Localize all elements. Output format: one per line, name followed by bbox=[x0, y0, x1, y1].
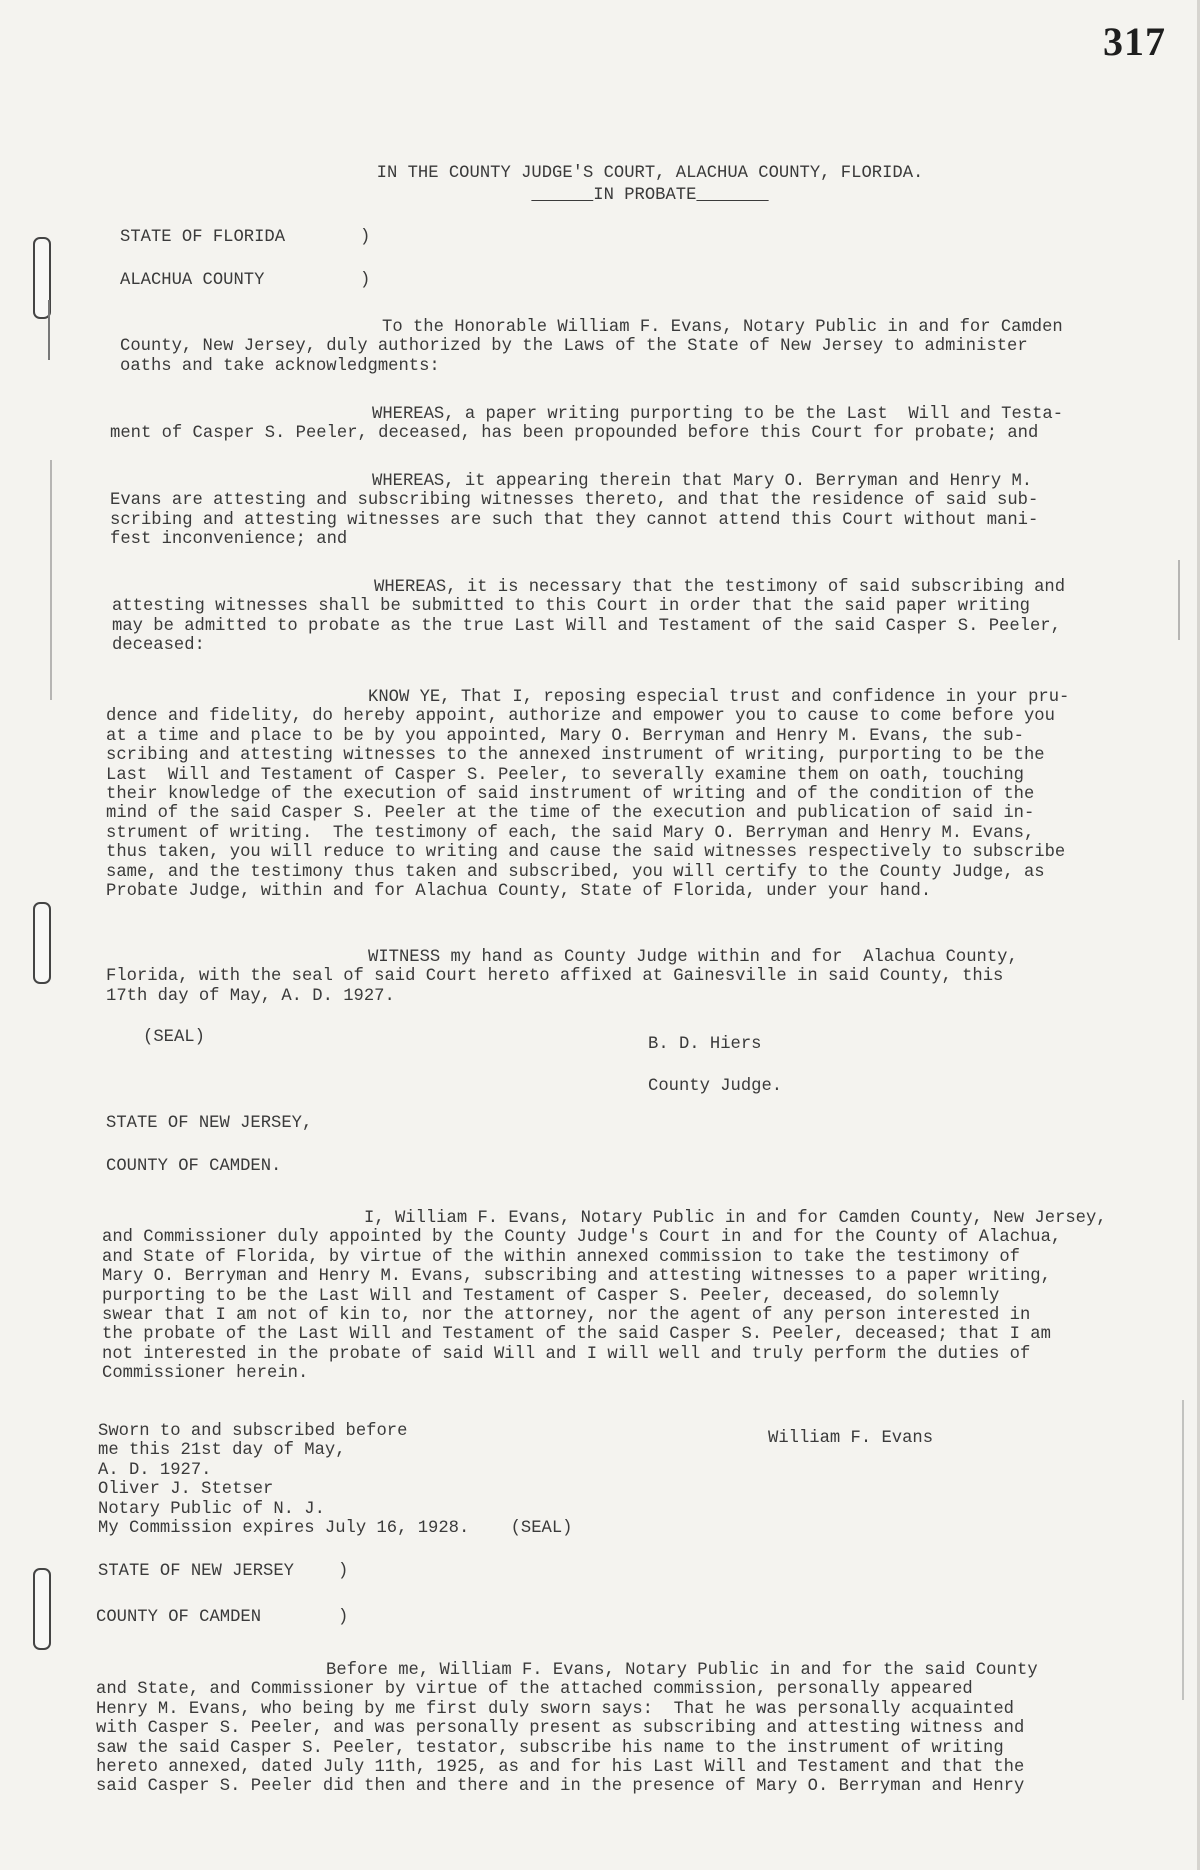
venue-state: STATE OF FLORIDA bbox=[120, 228, 286, 247]
text-line: saw the said Casper S. Peeler, testator, subscribe his name to the instrument of writing bbox=[96, 1738, 1004, 1758]
text-line: the probate of the Last Will and Testament of the said Casper S. Peeler, deceased; that I am bbox=[102, 1325, 1051, 1345]
affiant-signature: William F. Evans bbox=[768, 1429, 934, 1448]
margin-mark bbox=[48, 300, 50, 360]
venue-bracket: ) bbox=[338, 1608, 349, 1627]
text-line: WHEREAS, it appearing therein that Mary O. Berryman and Henry M. bbox=[372, 472, 1033, 491]
jurat bbox=[98, 1422, 1178, 1538]
text-line: I, William F. Evans, Notary Public in and for Camden County, New Jersey, bbox=[364, 1209, 1107, 1228]
judge-signature: B. D. Hiers bbox=[648, 1035, 762, 1054]
text-line: Henry M. Evans, who being by me first duly sworn says: That he was personally acquainted bbox=[96, 1699, 1014, 1719]
text-line: oaths and take acknowledgments: bbox=[120, 356, 440, 376]
punch-hole-bottom bbox=[33, 1568, 51, 1650]
venue-state: STATE OF NEW JERSEY bbox=[98, 1562, 294, 1581]
text-line: mind of the said Casper S. Peeler at the time of the execution and publication of said in- bbox=[106, 804, 1035, 824]
page-number: 317 bbox=[1103, 19, 1166, 64]
text-line: Notary Public of N. J. bbox=[98, 1499, 325, 1519]
oath-paragraph bbox=[102, 1209, 1182, 1384]
text-line: swear that I am not of kin to, nor the attorney, nor the agent of any person interested in bbox=[102, 1306, 1031, 1326]
text-line: thus taken, you will reduce to writing and cause the said witnesses respectively to subscribe bbox=[106, 843, 1066, 863]
text-line: with Casper S. Peeler, and was personally present as subscribing and attesting witness and bbox=[96, 1719, 1025, 1739]
text-line: fest inconvenience; and bbox=[110, 530, 348, 550]
text-line: strument of writing. The testimony of each, the said Mary O. Berryman and Henry M. Evans, bbox=[106, 823, 1035, 843]
judge-title: County Judge. bbox=[648, 1077, 783, 1096]
text-line: Sworn to and subscribed before bbox=[98, 1422, 408, 1441]
text-line: deceased: bbox=[112, 636, 205, 656]
text-line: Oliver J. Stetser bbox=[98, 1480, 274, 1500]
text-line: scribing and attesting witnesses to the annexed instrument of writing, purporting to be the bbox=[106, 746, 1045, 766]
venue-county: COUNTY OF CAMDEN. bbox=[106, 1157, 282, 1176]
text-line: County, New Jersey, duly authorized by the Laws of the State of New Jersey to administer bbox=[120, 337, 1028, 357]
text-line: WHEREAS, a paper writing purporting to be the Last Will and Testa- bbox=[372, 405, 1064, 424]
text-line: not interested in the probate of said Will and I will well and truly perform the duties of bbox=[102, 1344, 1031, 1364]
text-line: and State, and Commissioner by virtue of the attached commission, personally appeared bbox=[96, 1680, 973, 1700]
text-line: Mary O. Berryman and Henry M. Evans, subscribing and attesting witnesses to a paper writing, bbox=[102, 1267, 1051, 1287]
text-line: same, and the testimony thus taken and subscribed, you will certify to the County Judge, as bbox=[106, 862, 1045, 882]
text-line: attesting witnesses shall be submitted to this Court in order that the said paper writing bbox=[112, 597, 1030, 617]
text-line: WHEREAS, it is necessary that the testimony of said subscribing and bbox=[374, 578, 1066, 597]
text-line: and State of Florida, by virtue of the within annexed commission to take the testimony of bbox=[102, 1247, 1020, 1267]
venue-county: ALACHUA COUNTY bbox=[120, 271, 265, 290]
text-line: My Commission expires July 16, 1928. (SEAL) bbox=[98, 1519, 573, 1539]
venue-bracket: ) bbox=[338, 1562, 349, 1581]
venue-county: COUNTY OF CAMDEN bbox=[96, 1608, 262, 1627]
text-line: said Casper S. Peeler did then and there and in the presence of Mary O. Berryman and Henry bbox=[96, 1777, 1025, 1797]
venue-bracket: ) bbox=[360, 228, 371, 247]
text-line: Evans are attesting and subscribing witnesses thereto, and that the residence of said sub- bbox=[110, 491, 1039, 511]
venue-state: STATE OF NEW JERSEY, bbox=[106, 1114, 313, 1133]
text-line: purporting to be the Last Will and Testament of Casper S. Peeler, deceased, do solemnly bbox=[102, 1286, 1000, 1306]
text-line: KNOW YE, That I, reposing especial trust and confidence in your pru- bbox=[368, 688, 1070, 707]
venue-bracket: ) bbox=[360, 271, 371, 290]
text-line: Florida, with the seal of said Court hereto affixed at Gainesville in said County, this bbox=[106, 967, 1004, 987]
text-line: at a time and place to be by you appointed, Mary O. Berryman and Henry M. Evans, the sub- bbox=[106, 726, 1024, 746]
text-line: To the Honorable William F. Evans, Notary Public in and for Camden bbox=[382, 318, 1063, 337]
text-line: scribing and attesting witnesses are such that they cannot attend this Court without mani- bbox=[110, 510, 1039, 530]
text-line: hereto annexed, dated July 11th, 1925, as and for his Last Will and Testament and that the bbox=[96, 1758, 1025, 1778]
seal-mark: (SEAL) bbox=[143, 1028, 205, 1047]
text-line: ment of Casper S. Peeler, deceased, has been propounded before this Court for probate; and bbox=[110, 424, 1039, 444]
text-line: WITNESS my hand as County Judge within and for Alachua County, bbox=[368, 948, 1018, 967]
whereas-paragraph-1 bbox=[110, 405, 1190, 444]
text-line: their knowledge of the execution of said instrument of writing and of the condition of the bbox=[106, 785, 1035, 805]
text-line: dence and fidelity, do hereby appoint, authorize and empower you to cause to come before you bbox=[106, 707, 1055, 727]
whereas-paragraph-2 bbox=[110, 472, 1190, 550]
court-heading: IN THE COUNTY JUDGE'S COURT, ALACHUA COUNTY, FLORIDA. bbox=[376, 164, 924, 183]
text-line: and Commissioner duly appointed by the County Judge's Court in and for the County of Alachua, bbox=[102, 1228, 1062, 1248]
witness-paragraph bbox=[106, 948, 1186, 1006]
know-ye-paragraph bbox=[106, 688, 1186, 901]
text-line: 17th day of May, A. D. 1927. bbox=[106, 986, 395, 1006]
deposition-paragraph bbox=[96, 1661, 1176, 1797]
punch-hole-middle bbox=[33, 902, 51, 984]
address-paragraph bbox=[120, 318, 1200, 376]
probate-subheading: IN PROBATE bbox=[593, 186, 697, 205]
text-line: Probate Judge, within and for Alachua County, State of Florida, under your hand. bbox=[106, 882, 932, 902]
margin-mark bbox=[1182, 1400, 1184, 1700]
text-line: Before me, William F. Evans, Notary Public in and for the said County bbox=[326, 1661, 1038, 1680]
text-line: me this 21st day of May, bbox=[98, 1441, 346, 1461]
whereas-paragraph-3 bbox=[112, 578, 1192, 656]
margin-mark bbox=[50, 460, 52, 700]
text-line: may be admitted to probate as the true Last Will and Testament of the said Casper S. Peeler, bbox=[112, 616, 1061, 636]
text-line: Last Will and Testament of Casper S. Peeler, to severally examine them on oath, touching bbox=[106, 765, 1024, 785]
text-line: Commissioner herein. bbox=[102, 1364, 309, 1384]
text-line: A. D. 1927. bbox=[98, 1460, 212, 1480]
